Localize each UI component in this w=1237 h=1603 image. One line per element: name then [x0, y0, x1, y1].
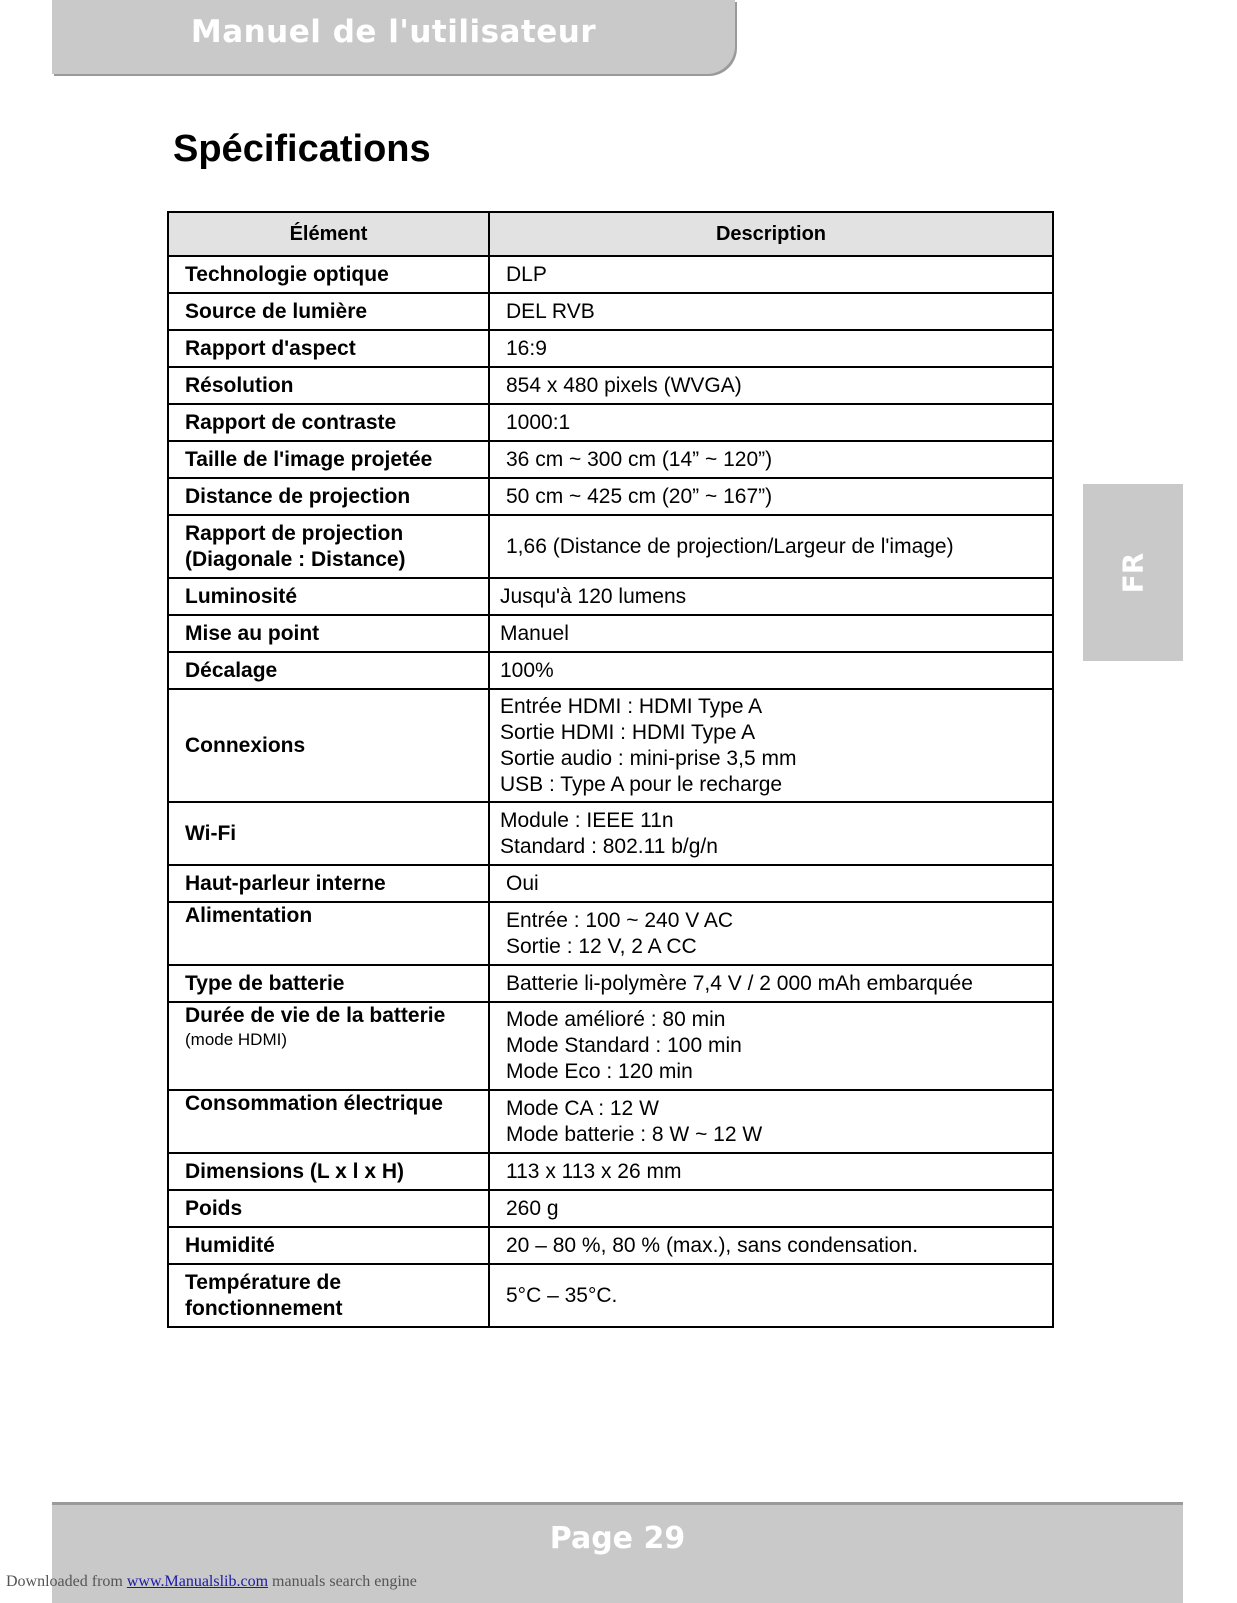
spec-description-cell — [489, 902, 1053, 965]
spec-item-sublabel: (mode HDMI) — [185, 1030, 288, 1049]
spec-description-line: USB : Type A pour le recharge — [500, 772, 783, 796]
spec-description-cell — [489, 1227, 1053, 1264]
table-row — [168, 330, 1053, 367]
spec-item-cell — [168, 404, 489, 441]
spec-item-cell — [168, 652, 489, 689]
spec-description-line: Mode amélioré : 80 min — [506, 1008, 726, 1031]
spec-description-cell — [489, 689, 1053, 802]
table-row — [168, 578, 1053, 615]
spec-item-label: Taille de l'image projetée — [185, 447, 433, 471]
spec-description-line: 5°C – 35°C. — [506, 1283, 618, 1307]
spec-item-cell — [168, 1227, 489, 1264]
spec-description-cell — [489, 404, 1053, 441]
spec-item-cell — [168, 330, 489, 367]
spec-description-line: Entrée HDMI : HDMI Type A — [500, 694, 763, 718]
spec-description-line: DEL RVB — [506, 299, 595, 323]
spec-item-label: Distance de projection — [185, 484, 411, 508]
spec-item-cell — [168, 515, 489, 578]
spec-item-label: Humidité — [185, 1233, 275, 1257]
spec-description-line: 260 g — [506, 1196, 559, 1220]
spec-description-line: Module : IEEE 11n — [500, 808, 674, 832]
spec-description-line: Standard : 802.11 b/g/n — [500, 834, 718, 858]
spec-description-cell — [489, 578, 1053, 615]
spec-description-line: 1000:1 — [506, 410, 571, 434]
spec-description-cell — [489, 1002, 1053, 1090]
table-row — [168, 367, 1053, 404]
table-header-row — [168, 212, 1053, 256]
column-header-element: Élément — [168, 212, 489, 256]
spec-item-cell — [168, 1264, 489, 1327]
spec-item-cell — [168, 441, 489, 478]
spec-description-cell — [489, 1153, 1053, 1190]
header-title: Manuel de l'utilisateur — [190, 14, 597, 50]
spec-item-label: Rapport de contraste — [185, 410, 397, 434]
header-tab — [52, 0, 735, 74]
spec-item-label: Technologie optique — [185, 262, 389, 286]
table-row — [168, 615, 1053, 652]
table-row — [168, 1153, 1053, 1190]
spec-description-cell — [489, 515, 1053, 578]
table-row — [168, 478, 1053, 515]
table-row — [168, 965, 1053, 1002]
spec-item-label: Type de batterie — [185, 971, 345, 995]
spec-item-cell — [168, 865, 489, 902]
table-row — [168, 802, 1053, 865]
manualslib-link[interactable]: www.Manualslib.com — [126, 1573, 269, 1590]
table-row — [168, 1090, 1053, 1153]
spec-description-line: Entrée : 100 ~ 240 V AC — [506, 908, 734, 932]
page-title: Spécifications — [173, 128, 431, 170]
spec-description-cell — [489, 1264, 1053, 1327]
spec-item-cell — [168, 1153, 489, 1190]
spec-description-cell — [489, 441, 1053, 478]
table-row — [168, 1264, 1053, 1327]
table-row — [168, 404, 1053, 441]
download-note — [6, 1573, 417, 1591]
spec-description-line: Jusqu'à 120 lumens — [500, 584, 687, 608]
column-header-description: Description — [489, 212, 1053, 256]
table-row — [168, 1002, 1053, 1090]
spec-item-label: Durée de vie de la batterie — [185, 1004, 446, 1027]
spec-description-line: Sortie audio : mini-prise 3,5 mm — [500, 746, 797, 770]
spec-description-cell — [489, 652, 1053, 689]
spec-description-line: Sortie HDMI : HDMI Type A — [500, 720, 756, 744]
spec-item-cell — [168, 902, 489, 965]
spec-item-label: Haut-parleur interne — [185, 871, 386, 895]
spec-description-cell — [489, 965, 1053, 1002]
spec-item-cell — [168, 578, 489, 615]
language-tab-label: FR — [1116, 552, 1150, 593]
spec-item-label: Décalage — [185, 658, 278, 682]
spec-item-label: Poids — [185, 1196, 243, 1220]
specifications-table — [167, 211, 1054, 1328]
spec-item-label: Source de lumière — [185, 299, 368, 323]
spec-description-cell — [489, 367, 1053, 404]
table-row — [168, 515, 1053, 578]
page-number: Page 29 — [549, 1521, 686, 1556]
spec-description-line: 1,66 (Distance de projection/Largeur de l'image) — [506, 534, 954, 558]
spec-description-line: 113 x 113 x 26 mm — [506, 1159, 682, 1183]
spec-item-cell — [168, 689, 489, 802]
spec-item-label: Dimensions (L x l x H) — [185, 1159, 404, 1183]
spec-item-cell — [168, 1002, 489, 1090]
table-row — [168, 865, 1053, 902]
spec-item-cell — [168, 965, 489, 1002]
spec-description-line: Mode CA : 12 W — [506, 1096, 659, 1120]
spec-item-label: Rapport de projection (Diagonale : Distance) — [185, 521, 406, 571]
spec-item-label: Mise au point — [185, 621, 320, 645]
spec-item-label: Résolution — [185, 373, 294, 397]
table-row — [168, 256, 1053, 293]
spec-description-cell — [489, 478, 1053, 515]
spec-description-line: Mode Eco : 120 min — [506, 1060, 693, 1083]
table-row — [168, 689, 1053, 802]
language-side-tab — [1083, 484, 1183, 661]
spec-description-line: Mode Standard : 100 min — [506, 1034, 742, 1057]
spec-description-line: 50 cm ~ 425 cm (20” ~ 167”) — [506, 484, 773, 508]
table-row — [168, 293, 1053, 330]
spec-item-cell — [168, 293, 489, 330]
spec-description-cell — [489, 865, 1053, 902]
spec-description-line: 20 – 80 %, 80 % (max.), sans condensation. — [506, 1233, 919, 1257]
spec-item-label: Consommation électrique — [185, 1092, 443, 1115]
spec-item-label: Température de fonctionnement — [185, 1270, 343, 1320]
table-body — [168, 256, 1053, 1327]
spec-item-cell — [168, 478, 489, 515]
spec-description-cell — [489, 330, 1053, 367]
spec-item-cell — [168, 256, 489, 293]
spec-item-cell — [168, 367, 489, 404]
spec-description-line: Batterie li-polymère 7,4 V / 2 000 mAh embarquée — [506, 971, 973, 995]
spec-item-label: Wi-Fi — [185, 821, 237, 845]
table-row — [168, 441, 1053, 478]
spec-item-cell — [168, 1190, 489, 1227]
spec-item-cell — [168, 802, 489, 865]
download-note-suffix: manuals search engine — [268, 1573, 417, 1590]
spec-item-label: Luminosité — [185, 584, 298, 608]
spec-description-line: DLP — [506, 262, 547, 286]
spec-item-label: Rapport d'aspect — [185, 336, 356, 360]
spec-description-cell — [489, 293, 1053, 330]
spec-item-cell — [168, 615, 489, 652]
spec-item-label: Alimentation — [185, 904, 313, 927]
spec-description-line: Sortie : 12 V, 2 A CC — [506, 934, 697, 958]
spec-description-cell — [489, 256, 1053, 293]
spec-description-line: Oui — [506, 871, 539, 895]
spec-description-cell — [489, 1090, 1053, 1153]
table-row — [168, 1227, 1053, 1264]
table-row — [168, 902, 1053, 965]
spec-item-cell — [168, 1090, 489, 1153]
spec-description-cell — [489, 1190, 1053, 1227]
spec-description-cell — [489, 802, 1053, 865]
spec-description-line: Manuel — [500, 621, 569, 645]
spec-description-line: 36 cm ~ 300 cm (14” ~ 120”) — [506, 447, 773, 471]
spec-description-line: 16:9 — [506, 336, 547, 360]
spec-description-line: 100% — [500, 658, 554, 682]
table-row — [168, 1190, 1053, 1227]
spec-description-cell — [489, 615, 1053, 652]
spec-description-line: 854 x 480 pixels (WVGA) — [506, 373, 742, 397]
download-note-prefix: Downloaded from — [6, 1573, 127, 1590]
table-row — [168, 652, 1053, 689]
spec-description-line: Mode batterie : 8 W ~ 12 W — [506, 1122, 763, 1146]
spec-item-label: Connexions — [185, 733, 306, 757]
